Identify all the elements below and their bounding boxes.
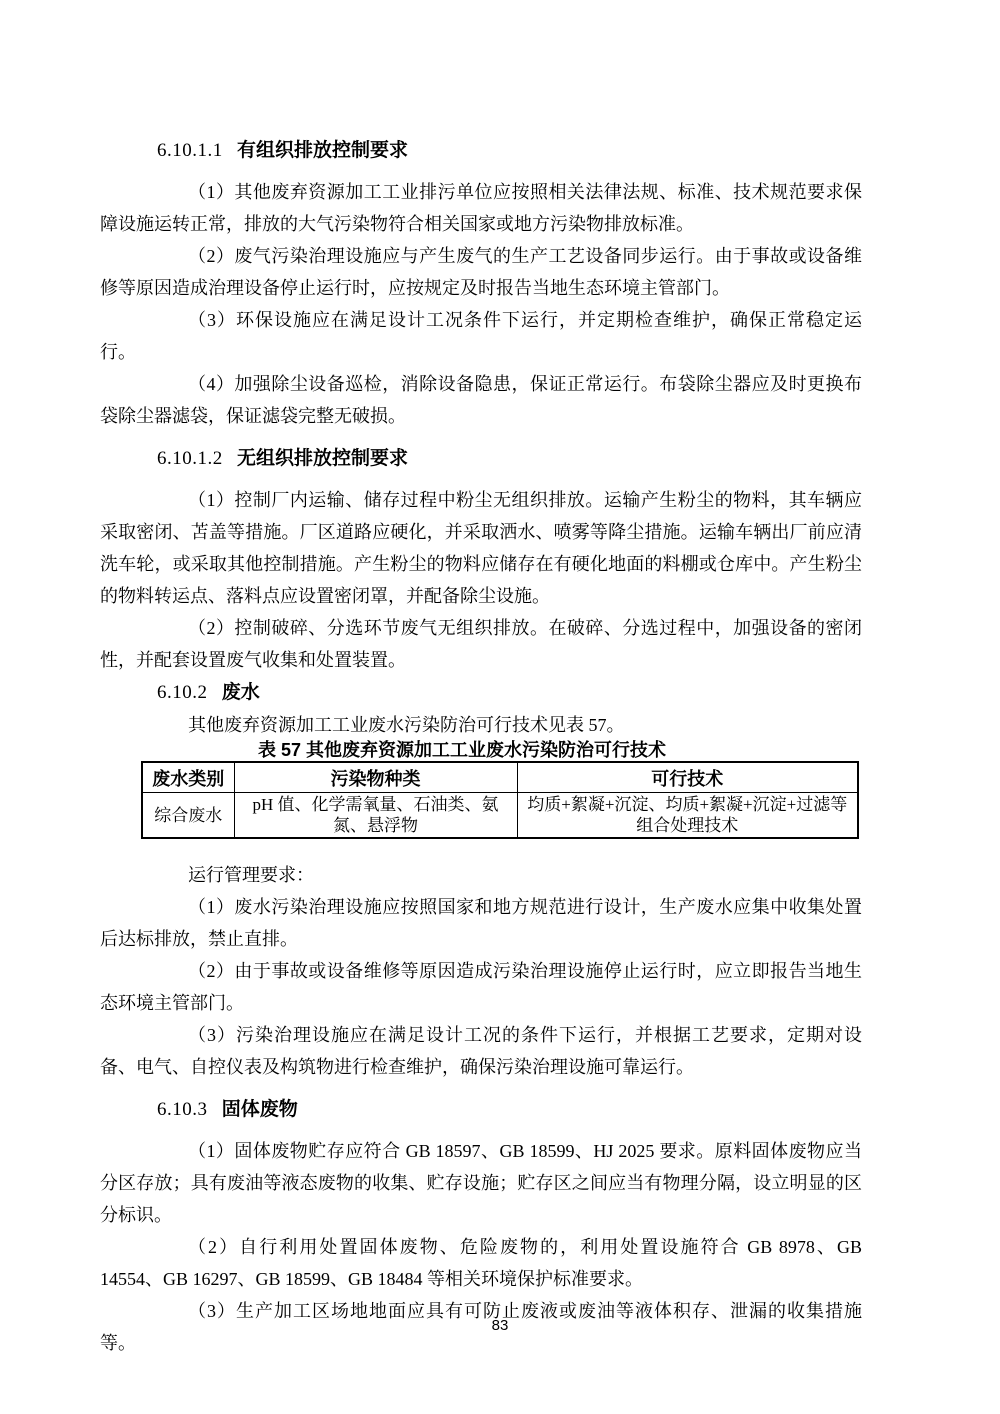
cell-pollutant-types: pH 值、化学需氧量、石油类、氨氮、悬浮物	[234, 793, 517, 839]
section-heading-6-10-3	[157, 1097, 862, 1123]
paragraph: （2）废气污染治理设施应与产生废气的生产工艺设备同步运行。由于事故或设备维修等原因造成治理设备停止运行时，应按规定及时报告当地生态环境主管部门。	[100, 246, 862, 298]
section-title: 有组织排放控制要求	[237, 140, 409, 161]
paragraph: （1）其他废弃资源加工工业排污单位应按照相关法律法规、标准、技术规范要求保障设施运转正常，排放的大气污染物符合相关国家或地方污染物排放标准。	[100, 182, 862, 234]
paragraph: （1）固体废物贮存应符合 GB 18597、GB 18599、HJ 2025 要求。原料固体废物应当分区存放；具有废油等液态废物的收集、贮存设施；贮存区之间应当有物理分隔，设立明显的区分标识。	[100, 1141, 862, 1225]
cell-wastewater-category: 综合废水	[142, 793, 234, 839]
section-number: 6.10.3	[157, 1099, 208, 1120]
section-title: 无组织排放控制要求	[237, 448, 409, 469]
table-header-row	[142, 762, 858, 793]
paragraph: （1）废水污染治理设施应按照国家和地方规范进行设计，生产废水应集中收集处置后达标排放，禁止直排。	[100, 897, 862, 949]
wastewater-technology-table	[141, 761, 859, 839]
section-title: 废水	[221, 682, 260, 703]
paragraph: （2）控制破碎、分选环节废气无组织排放。在破碎、分选过程中，加强设备的密闭性，并配套设置废气收集和处置装置。	[100, 618, 862, 670]
table-row	[142, 793, 858, 839]
paragraph: （3）环保设施应在满足设计工况条件下运行，并定期检查维护，确保正常稳定运行。	[100, 310, 862, 362]
paragraph: 运行管理要求：	[188, 865, 314, 885]
paragraph: （2）自行利用处置固体废物、危险废物的，利用处置设施符合 GB 8978、GB 14554、GB 16297、GB 18599、GB 18484 等相关环境保护标准要求。	[100, 1237, 862, 1289]
section-number: 6.10.2	[157, 682, 208, 703]
cell-feasible-technology: 均质+絮凝+沉淀、均质+絮凝+沉淀+过滤等组合处理技术	[517, 793, 858, 839]
paragraph: （2）由于事故或设备维修等原因造成污染治理设施停止运行时，应立即报告当地生态环境主管部门。	[100, 961, 862, 1013]
column-header-feasible-technology: 可行技术	[517, 762, 858, 793]
table-caption: 表 57 其他废弃资源加工工业废水污染防治可行技术	[257, 740, 667, 760]
table-reference-paragraph: 其他废弃资源加工工业废水污染防治可行技术见表 57。	[188, 715, 625, 735]
page-number: 83	[491, 1317, 509, 1334]
section-title: 固体废物	[221, 1099, 298, 1120]
column-header-wastewater-category: 废水类别	[142, 762, 234, 793]
paragraph: （3）生产加工区场地地面应具有可防止废液或废油等液体积存、泄漏的收集措施等。	[100, 1301, 862, 1353]
section-heading-6-10-1-2	[157, 446, 862, 472]
section-heading-6-10-2	[157, 680, 862, 706]
section-number: 6.10.1.2	[157, 448, 223, 469]
section-number: 6.10.1.1	[157, 140, 223, 161]
paragraph: （1）控制厂内运输、储存过程中粉尘无组织排放。运输产生粉尘的物料，其车辆应采取密闭、苫盖等措施。厂区道路应硬化，并采取洒水、喷雾等降尘措施。运输车辆出厂前应清洗车轮，或采取其他控制措施。产生粉尘的物料应储存在有硬化地面的料棚或仓库中。产生粉尘的物料转运点、落料点应设置密闭罩，并配备除尘设施。	[100, 490, 862, 606]
column-header-pollutant-types: 污染物种类	[234, 762, 517, 793]
paragraph: （4）加强除尘设备巡检，消除设备隐患，保证正常运行。布袋除尘器应及时更换布袋除尘器滤袋，保证滤袋完整无破损。	[100, 374, 862, 426]
section-heading-6-10-1-1	[157, 138, 862, 164]
paragraph: （3）污染治理设施应在满足设计工况的条件下运行，并根据工艺要求，定期对设备、电气、自控仪表及构筑物进行检查维护，确保污染治理设施可靠运行。	[100, 1025, 862, 1077]
